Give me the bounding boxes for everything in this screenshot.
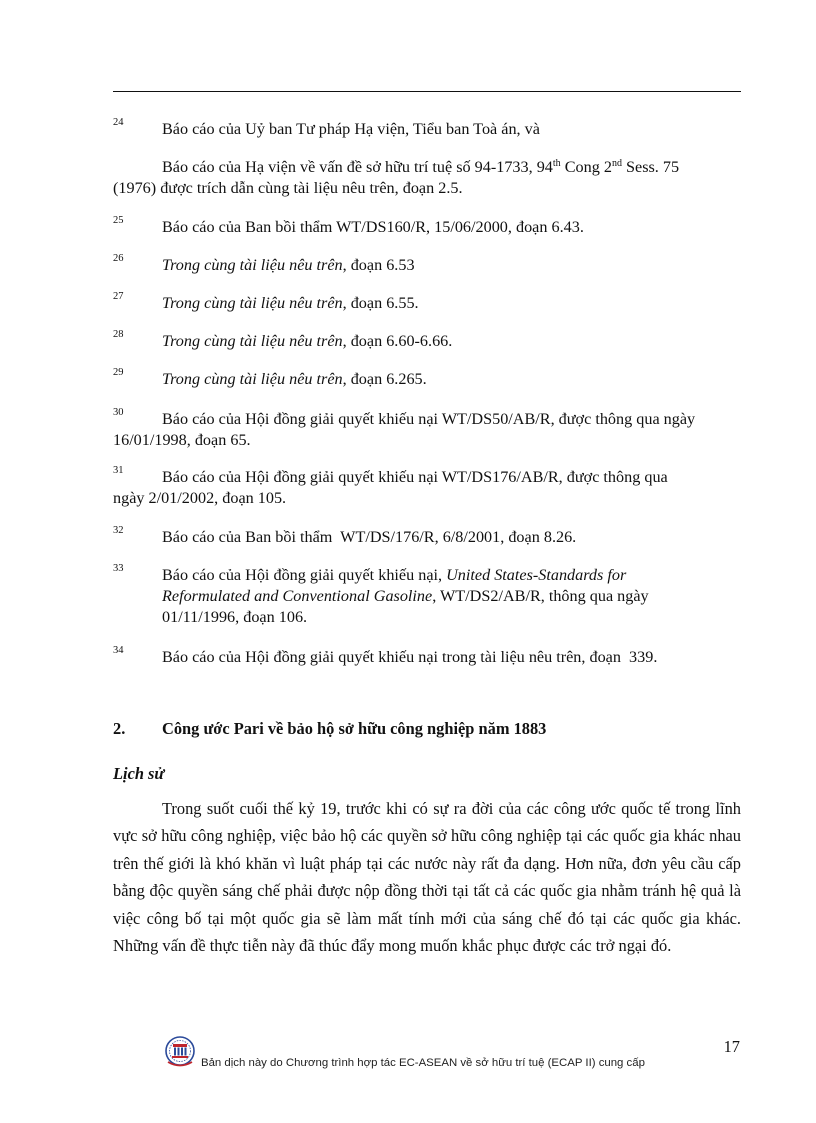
footnote-text: , đoạn 6.53 [342, 256, 415, 274]
superscript: th [552, 158, 561, 169]
footnote-text: 16/01/1998, đoạn 65. [113, 431, 251, 449]
footnote-text: Báo cáo của Hạ viện về vấn đề sở hữu trí tuệ số 94-1733, 94 [162, 158, 553, 176]
section-title: Công ước Pari về bảo hộ sở hữu công nghiệp năm 1883 [162, 719, 547, 738]
footnote-italic: Trong cùng tài liệu nêu trên [162, 294, 343, 312]
footnote-24 [113, 119, 743, 140]
footnote-italic: Reformulated and Conventional Gasoline [162, 587, 433, 605]
footnote-number: 32 [113, 525, 124, 536]
footer-credit: Bản dịch này do Chương trình hợp tác EC-ASEAN về sở hữu trí tuệ (ECAP II) cung cấp [201, 1057, 645, 1069]
section-number: 2. [113, 719, 126, 738]
footnote-26 [113, 255, 743, 276]
footnote-number: 28 [113, 329, 124, 340]
footnote-italic: United States-Standards for [446, 566, 627, 584]
footnote-text: ngày 2/01/2002, đoạn 105. [113, 489, 287, 507]
footnote-number: 30 [113, 407, 124, 418]
footnote-number: 31 [113, 465, 124, 476]
footnote-29 [113, 369, 743, 390]
footnote-italic: Trong cùng tài liệu nêu trên [162, 256, 343, 274]
footnote-24-continuation [113, 157, 743, 199]
footnote-italic: Trong cùng tài liệu nêu trên [162, 370, 343, 388]
superscript: nd [611, 158, 622, 169]
subheading: Lịch sử [113, 764, 165, 783]
footnote-text: , WT/DS2/AB/R, thông qua ngày [432, 587, 649, 605]
footnote-34 [113, 647, 743, 668]
body-paragraph: Trong suốt cuối thế kỷ 19, trước khi có sự ra đời của các công ước quốc tế trong lĩnh vực sở hữu công nghiệp, việc bảo hộ các quyền sở hữu công nghiệp tại các quốc gia khác nhau trên thế giới là khó khăn vì luật pháp tại các nước này rất đa dạng. Hơn nữa, đơn yêu cầu cấp bằng độc quyền sáng chế phải được nộp đồng thời tại tất cả các quốc gia nhằm tránh hệ quả là việc công bố tại một quốc gia sẽ làm mất tính mới của sáng chế đó tại các quốc gia khác. Những vấn đề thực tiễn này đã thúc đẩy mong muốn khắc phục được các trở ngại đó. [113, 799, 741, 956]
footnote-27 [113, 293, 743, 314]
footnote-text: Sess. 75 [621, 158, 680, 176]
footnote-text: Cong 2 [560, 158, 612, 176]
footnote-number: 33 [113, 563, 124, 574]
footnote-text: Báo cáo của Hội đồng giải quyết khiếu nại WT/DS176/AB/R, được thông qua [162, 468, 668, 486]
footnote-number: 25 [113, 215, 124, 226]
footnote-text: 01/11/1996, đoạn 106. [162, 608, 308, 626]
footnote-25 [113, 217, 743, 238]
ecap-logo-icon [163, 1035, 197, 1069]
footnote-text: Báo cáo của Ban bồi thẩm WT/DS160/R, 15/06/2000, đoạn 6.43. [162, 218, 584, 236]
footnote-31 [113, 467, 743, 509]
footnote-text: Báo cáo của Ban bồi thẩm WT/DS/176/R, 6/8/2001, đoạn 8.26. [162, 528, 577, 546]
footnote-32 [113, 527, 743, 548]
footnote-separator-rule [113, 91, 741, 92]
footnote-number: 29 [113, 367, 124, 378]
page-number: 17 [723, 1037, 740, 1056]
footnote-text: Báo cáo của Hội đồng giải quyết khiếu nại WT/DS50/AB/R, được thông qua ngày [162, 410, 696, 428]
footnote-italic: Trong cùng tài liệu nêu trên [162, 332, 343, 350]
footnote-number: 24 [113, 117, 124, 128]
footnote-30 [113, 409, 743, 451]
footnote-text: , đoạn 6.55. [342, 294, 419, 312]
footnote-33 [113, 565, 743, 628]
footnote-text: Báo cáo của Uỷ ban Tư pháp Hạ viện, Tiểu ban Toà án, và [162, 120, 540, 138]
footnote-number: 26 [113, 253, 124, 264]
footnote-text: (1976) được trích dẫn cùng tài liệu nêu trên, đoạn 2.5. [113, 179, 463, 197]
footnote-text: Báo cáo của Hội đồng giải quyết khiếu nại, [162, 566, 447, 584]
footnote-28 [113, 331, 743, 352]
footnote-number: 27 [113, 291, 124, 302]
footnote-text: , đoạn 6.60-6.66. [342, 332, 453, 350]
footnote-number: 34 [113, 645, 124, 656]
footnote-text: Báo cáo của Hội đồng giải quyết khiếu nại trong tài liệu nêu trên, đoạn 339. [162, 648, 658, 666]
footnote-text: , đoạn 6.265. [342, 370, 427, 388]
